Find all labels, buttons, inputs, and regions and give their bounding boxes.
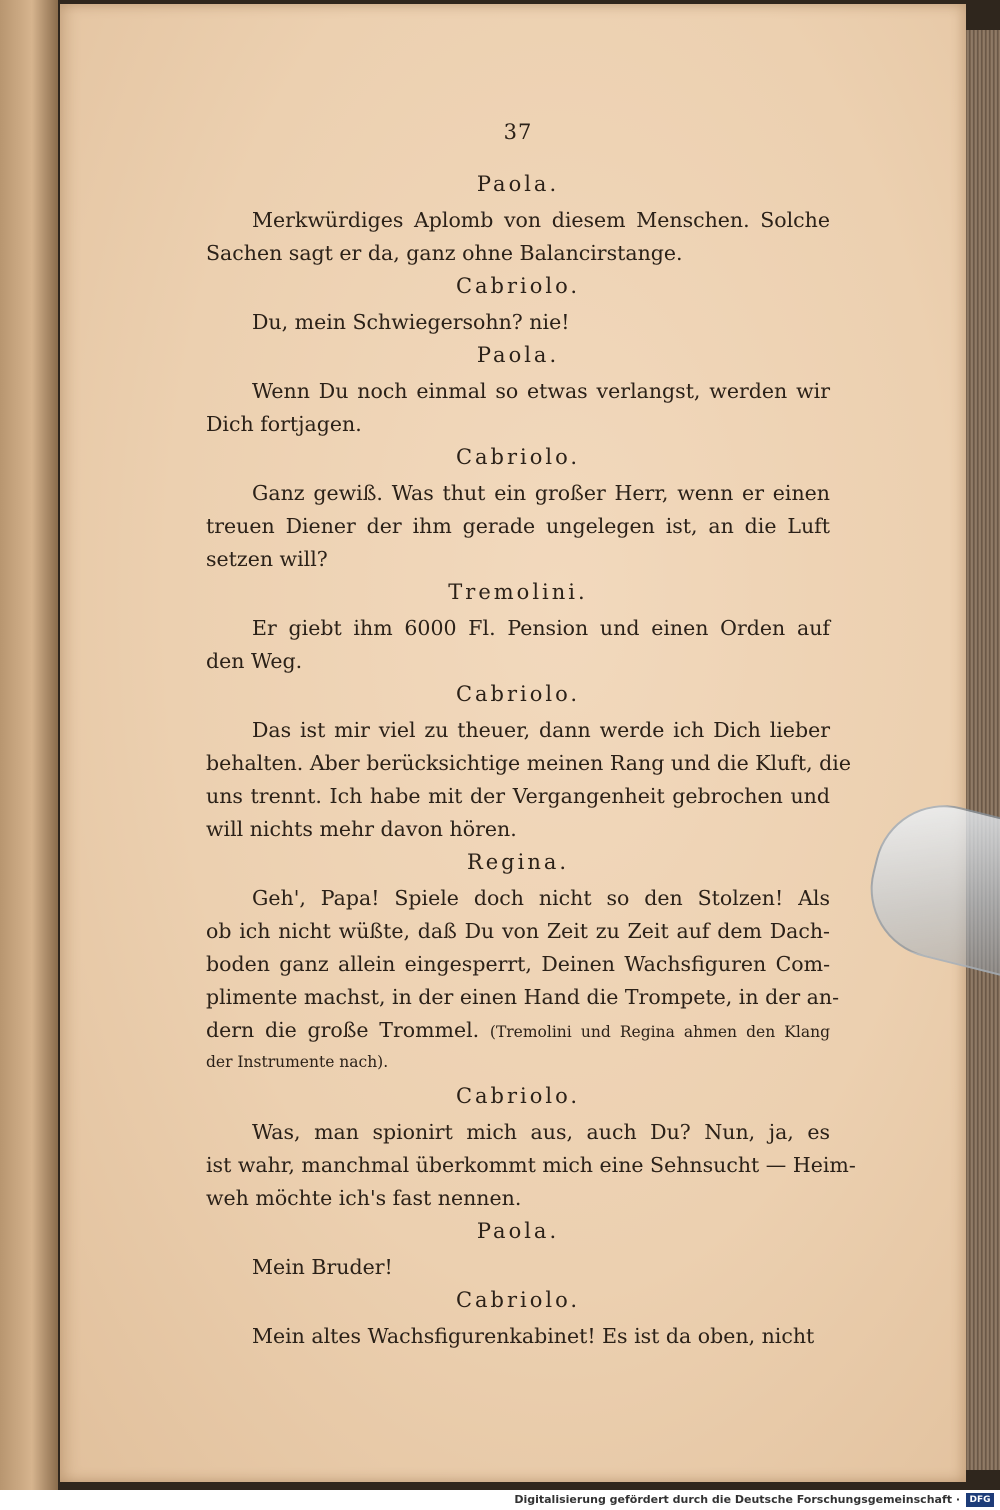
speaker-name: Cabriolo. — [455, 1084, 581, 1108]
dialogue-line: Geh', Papa! Spiele doch nicht so den Stolzen! Als — [252, 886, 830, 910]
dialogue-line: ob ich nicht wüßte, daß Du von Zeit zu Zeit auf dem Dach- — [206, 919, 830, 943]
stage-direction: (Tremolini und Regina ahmen den Klang — [489, 1023, 830, 1041]
dialogue-line: will nichts mehr davon hören. — [206, 817, 517, 841]
dialogue-line — [206, 1018, 830, 1042]
dialogue-line: boden ganz allein eingesperrt, Deinen Wachsfiguren Com- — [206, 952, 830, 976]
dialogue-line: Mein Bruder! — [252, 1255, 393, 1279]
speaker-name: Cabriolo. — [455, 274, 581, 298]
speaker-name: Paola. — [476, 172, 560, 196]
dialogue-line: Was, man spionirt mich aus, auch Du? Nun, ja, es — [252, 1120, 830, 1144]
page-number: 37 — [503, 120, 533, 144]
dfg-logo-icon: DFG — [966, 1493, 994, 1507]
speaker-name: Regina. — [466, 850, 570, 874]
dialogue-line: Dich fortjagen. — [206, 412, 362, 436]
dialogue-line: setzen will? — [206, 547, 328, 571]
dialogue-line: ist wahr, manchmal überkommt mich eine Sehnsucht — Heim- — [206, 1153, 856, 1177]
dialogue-line: Ganz gewiß. Was thut ein großer Herr, wenn er einen — [252, 481, 830, 505]
facing-page-edge — [0, 0, 58, 1490]
speaker-name: Paola. — [476, 1219, 560, 1243]
dialogue-line: Er giebt ihm 6000 Fl. Pension und einen Orden auf — [252, 616, 830, 640]
dialogue-line: Wenn Du noch einmal so etwas verlangst, werden wir — [252, 379, 830, 403]
stage-direction: der Instrumente nach). — [206, 1053, 389, 1071]
dialogue-text: dern die große Trommel. — [206, 1018, 480, 1042]
book-page — [60, 4, 966, 1482]
speaker-name: Cabriolo. — [455, 1288, 581, 1312]
dialogue-line: Sachen sagt er da, ganz ohne Balancirstange. — [206, 241, 683, 265]
dialogue-line: den Weg. — [206, 649, 303, 673]
dialogue-line: Merkwürdiges Aplomb von diesem Menschen. Solche — [252, 208, 830, 232]
dialogue-line: Das ist mir viel zu theuer, dann werde ich Dich lieber — [252, 718, 830, 742]
page-stack-edge — [966, 30, 1000, 1470]
dialogue-line: Mein altes Wachsfigurenkabinet! Es ist da oben, nicht — [252, 1324, 815, 1348]
speaker-name: Cabriolo. — [455, 445, 581, 469]
dialogue-line: treuen Diener der ihm gerade ungelegen ist, an die Luft — [206, 514, 830, 538]
dialogue-line: weh möchte ich's fast nennen. — [206, 1186, 522, 1210]
dialogue-line: uns trennt. Ich habe mit der Vergangenheit gebrochen und — [206, 784, 830, 808]
dialogue-line: plimente machst, in der einen Hand die Trompete, in der an- — [206, 985, 839, 1009]
dialogue-line: behalten. Aber berücksichtige meinen Rang und die Kluft, die — [206, 751, 851, 775]
speaker-name: Tremolini. — [448, 580, 588, 604]
digitization-footer — [0, 1490, 1000, 1510]
dialogue-line: Du, mein Schwiegersohn? nie! — [252, 310, 570, 334]
speaker-name: Cabriolo. — [455, 682, 581, 706]
footer-credit: Digitalisierung gefördert durch die Deutsche Forschungsgemeinschaft · — [514, 1493, 960, 1506]
speaker-name: Paola. — [476, 343, 560, 367]
